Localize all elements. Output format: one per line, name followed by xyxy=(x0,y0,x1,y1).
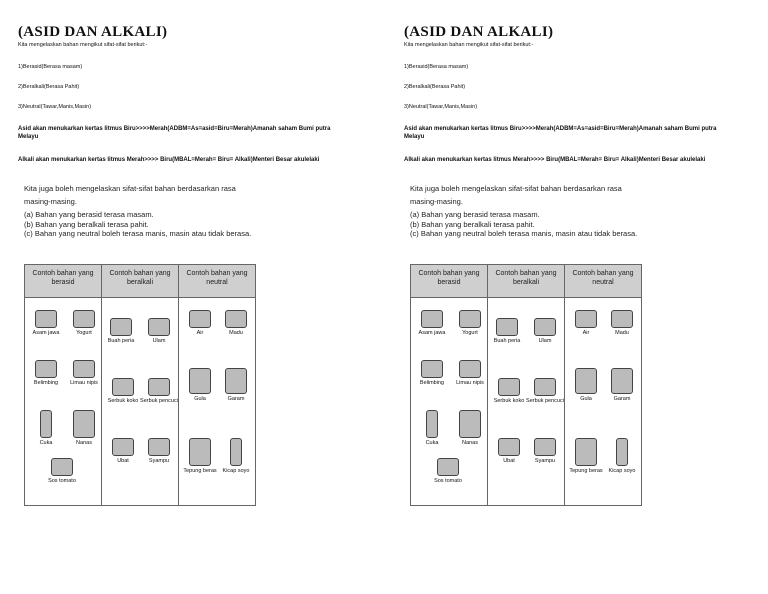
lime-picture xyxy=(73,360,95,378)
pineapple-picture xyxy=(73,410,95,438)
item-ubat: Ubat xyxy=(104,438,142,465)
item-yogurt: Yogurt xyxy=(451,310,489,337)
item-cuka: Cuka xyxy=(413,410,451,447)
starfruit-picture xyxy=(421,360,443,378)
alkali-note: Alkali akan menukarkan kertas litmus Merah>>>> Biru(MBAL=Merah= Biru= Alkali)Menteri Besar akulelaki xyxy=(18,157,320,163)
column-asid xyxy=(411,298,488,505)
soy-sauce-picture xyxy=(616,438,628,466)
sugar-picture xyxy=(575,368,597,394)
line-asid: 1)Berasid(Berasa masam) xyxy=(18,64,83,70)
item-gula: Gula xyxy=(567,368,605,403)
item-tepung-beras: Tepung beras xyxy=(181,438,219,475)
textbook-scan xyxy=(24,182,264,239)
line-neutral: 3)Neutral(Tawar,Manis,Masin) xyxy=(404,104,478,110)
item-serbuk-koko: Serbuk koko xyxy=(490,378,528,405)
honey-picture xyxy=(225,310,247,328)
salt-picture xyxy=(225,368,247,394)
column-asid xyxy=(25,298,102,505)
table-header xyxy=(411,265,641,298)
examples-table xyxy=(24,264,256,506)
sugar-picture xyxy=(189,368,211,394)
item-syampu: Syampu xyxy=(526,438,564,465)
alkali-note: Alkali akan menukarkan kertas litmus Merah>>>> Biru(MBAL=Merah= Biru= Alkali)Menteri Besar akulelaki xyxy=(404,157,706,163)
item-madu: Madu xyxy=(603,310,641,337)
line-alkali: 2)Beralkali(Berasa Pahit) xyxy=(404,84,466,90)
item-buah-peria: Buah peria xyxy=(102,318,140,345)
item-ulam: Ulam xyxy=(526,318,564,345)
item-limau-nipis: Limau nipis xyxy=(65,360,103,387)
starfruit-picture xyxy=(35,360,57,378)
line-neutral: 3)Neutral(Tawar,Manis,Masin) xyxy=(18,104,92,110)
item-serbuk-pencuci: Serbuk pencuci xyxy=(140,378,178,405)
rice-flour-picture xyxy=(189,438,211,466)
column-alkali xyxy=(488,298,565,505)
asid-note: Asid akan menukarkan kertas litmus Biru>>>>Merah(ADBM=As=asid=Biru=Merah)Amanah saham Bumi putra Melayu xyxy=(404,126,717,140)
water-picture xyxy=(575,310,597,328)
table-header xyxy=(25,265,255,298)
water-picture xyxy=(189,310,211,328)
item-asam-jawa: Asam jawa xyxy=(27,310,65,337)
item-limau-nipis: Limau nipis xyxy=(451,360,489,387)
item-yogurt: Yogurt xyxy=(65,310,103,337)
detergent-picture xyxy=(534,378,556,396)
bitter-gourd-picture xyxy=(110,318,132,336)
honey-picture xyxy=(611,310,633,328)
medicine-picture xyxy=(112,438,134,456)
item-serbuk-pencuci: Serbuk pencuci xyxy=(526,378,564,405)
item-syampu: Syampu xyxy=(140,438,178,465)
ulam-picture xyxy=(148,318,170,336)
scan-item-a: (a) Bahan yang berasid terasa masam. xyxy=(410,210,540,219)
document-page-right xyxy=(386,0,768,594)
item-belimbing: Belimbing xyxy=(27,360,65,387)
textbook-scan xyxy=(410,182,650,239)
tamarind-picture xyxy=(421,310,443,328)
item-sos-tomato: Sos tomato xyxy=(429,458,467,485)
scan-paragraph: Kita juga boleh mengelaskan sifat-sifat bahan berdasarkan rasa masing-masing. xyxy=(410,184,622,206)
item-tepung-beras: Tepung beras xyxy=(567,438,605,475)
lime-picture xyxy=(459,360,481,378)
header-neutral: Contoh bahan yang neutral xyxy=(186,270,248,286)
scan-paragraph: Kita juga boleh mengelaskan sifat-sifat bahan berdasarkan rasa masing-masing. xyxy=(24,184,236,206)
item-air: Air xyxy=(567,310,605,337)
item-kicap-soyo: Kicap soyo xyxy=(603,438,641,475)
bitter-gourd-picture xyxy=(496,318,518,336)
tamarind-picture xyxy=(35,310,57,328)
scan-item-c: (c) Bahan yang neutral boleh terasa manis, masin atau tidak berasa. xyxy=(24,229,252,238)
item-air: Air xyxy=(181,310,219,337)
scan-item-a: (a) Bahan yang berasid terasa masam. xyxy=(24,210,154,219)
shampoo-picture xyxy=(534,438,556,456)
header-asid: Contoh bahan yang berasid xyxy=(411,265,488,297)
header-alkali: Contoh bahan yang beralkali xyxy=(488,265,565,297)
page-title: (ASID DAN ALKALI) xyxy=(18,24,168,40)
asid-note: Asid akan menukarkan kertas litmus Biru>>>>Merah(ADBM=As=asid=Biru=Merah)Amanah saham Bumi putra Melayu xyxy=(18,126,331,140)
examples-table xyxy=(410,264,642,506)
item-ulam: Ulam xyxy=(140,318,178,345)
header-neutral: Contoh bahan yang neutral xyxy=(572,270,634,286)
scan-list xyxy=(410,210,650,239)
ketchup-picture xyxy=(51,458,73,476)
item-gula: Gula xyxy=(181,368,219,403)
shampoo-picture xyxy=(148,438,170,456)
column-neutral xyxy=(565,298,641,505)
yogurt-picture xyxy=(459,310,481,328)
rice-flour-picture xyxy=(575,438,597,466)
ketchup-picture xyxy=(437,458,459,476)
item-garam: Garam xyxy=(217,368,255,403)
item-belimbing: Belimbing xyxy=(413,360,451,387)
item-buah-peria: Buah peria xyxy=(488,318,526,345)
subtitle: Kita mengelaskan bahan mengikut sifat-sifat berikut:- xyxy=(18,42,148,48)
vinegar-picture xyxy=(40,410,52,438)
header-asid: Contoh bahan yang berasid xyxy=(25,265,102,297)
soy-sauce-picture xyxy=(230,438,242,466)
column-alkali xyxy=(102,298,179,505)
yogurt-picture xyxy=(73,310,95,328)
line-alkali: 2)Beralkali(Berasa Pahit) xyxy=(18,84,80,90)
scan-list xyxy=(24,210,264,239)
ulam-picture xyxy=(534,318,556,336)
item-sos-tomato: Sos tomato xyxy=(43,458,81,485)
detergent-picture xyxy=(148,378,170,396)
page-title: (ASID DAN ALKALI) xyxy=(404,24,554,40)
header-alkali: Contoh bahan yang beralkali xyxy=(102,265,179,297)
scan-item-c: (c) Bahan yang neutral boleh terasa manis, masin atau tidak berasa. xyxy=(410,229,638,238)
item-cuka: Cuka xyxy=(27,410,65,447)
item-madu: Madu xyxy=(217,310,255,337)
item-nanas: Nanas xyxy=(65,410,103,447)
salt-picture xyxy=(611,368,633,394)
item-garam: Garam xyxy=(603,368,641,403)
item-kicap-soyo: Kicap soyo xyxy=(217,438,255,475)
cocoa-picture xyxy=(112,378,134,396)
scan-item-b: (b) Bahan yang beralkali terasa pahit. xyxy=(410,219,535,229)
column-neutral xyxy=(179,298,255,505)
item-ubat: Ubat xyxy=(490,438,528,465)
cocoa-picture xyxy=(498,378,520,396)
item-nanas: Nanas xyxy=(451,410,489,447)
vinegar-picture xyxy=(426,410,438,438)
item-serbuk-koko: Serbuk koko xyxy=(104,378,142,405)
subtitle: Kita mengelaskan bahan mengikut sifat-sifat berikut:- xyxy=(404,42,534,48)
pineapple-picture xyxy=(459,410,481,438)
line-asid: 1)Berasid(Berasa masam) xyxy=(404,64,469,70)
scan-item-b: (b) Bahan yang beralkali terasa pahit. xyxy=(24,219,149,229)
medicine-picture xyxy=(498,438,520,456)
item-asam-jawa: Asam jawa xyxy=(413,310,451,337)
